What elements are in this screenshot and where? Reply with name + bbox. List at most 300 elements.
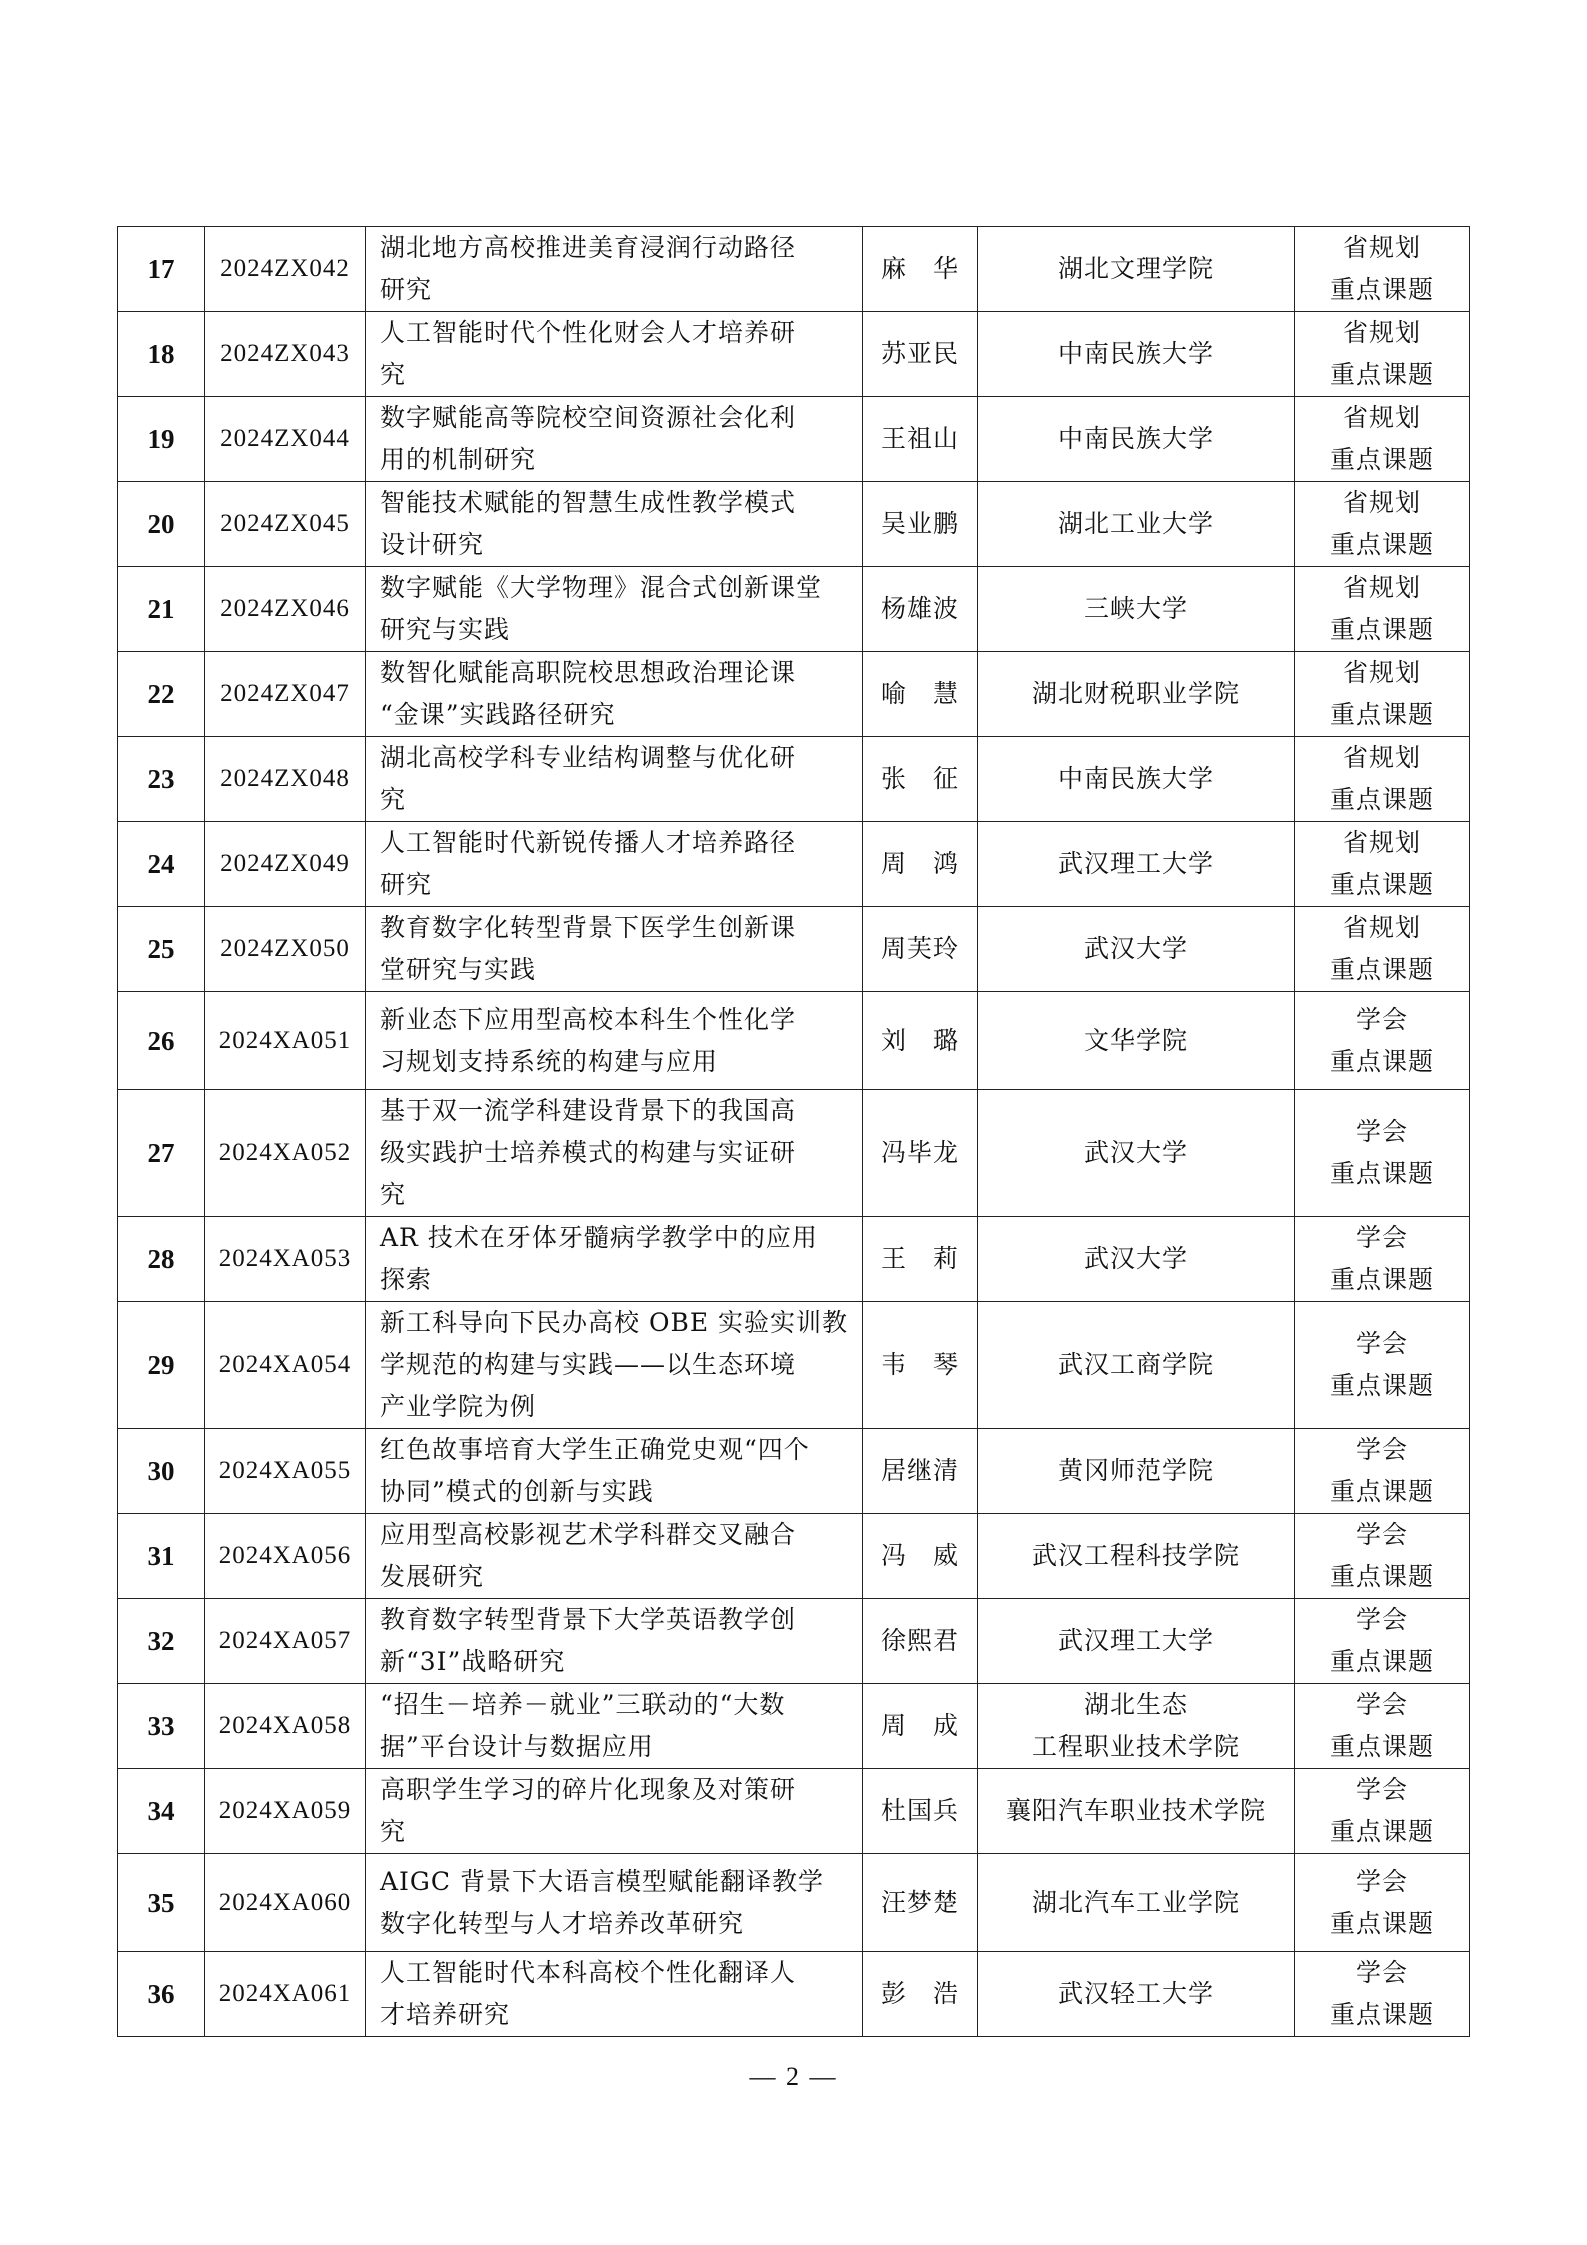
row-number-line: 26 bbox=[147, 1025, 175, 1056]
institution-line: 湖北文理学院 bbox=[1057, 254, 1214, 283]
table-row bbox=[118, 1429, 1470, 1514]
project-category bbox=[1295, 1952, 1470, 2037]
principal-name-line: 张 征 bbox=[880, 764, 959, 793]
project-title bbox=[366, 822, 863, 907]
institution bbox=[978, 1429, 1295, 1514]
project-code bbox=[205, 1684, 366, 1769]
principal-name-line: 吴业鹏 bbox=[880, 509, 959, 538]
row-number-line: 28 bbox=[147, 1244, 175, 1274]
project-category-line: 重点课题 bbox=[1329, 955, 1434, 984]
project-title-line: 才培养研究 bbox=[380, 2000, 511, 2029]
table-row bbox=[118, 1952, 1470, 2037]
principal-name-line: 冯毕龙 bbox=[880, 1138, 959, 1167]
institution-line: 武汉工程科技学院 bbox=[1031, 1541, 1240, 1570]
principal-name bbox=[863, 907, 978, 992]
project-title-line: 数智化赋能高职院校思想政治理论课 bbox=[380, 658, 797, 687]
principal-name bbox=[863, 992, 978, 1090]
project-title-line: “金课”实践路径研究 bbox=[380, 700, 616, 729]
project-title-line: 数字赋能《大学物理》混合式创新课堂 bbox=[380, 573, 823, 602]
institution bbox=[978, 567, 1295, 652]
institution-line: 武汉大学 bbox=[1083, 1138, 1188, 1167]
table-row bbox=[118, 1599, 1470, 1684]
project-code bbox=[205, 1514, 366, 1599]
project-code bbox=[205, 567, 366, 652]
row-number-line: 30 bbox=[147, 1456, 175, 1486]
project-category-line: 学会 bbox=[1355, 1775, 1408, 1804]
institution-line: 湖北工业大学 bbox=[1057, 509, 1214, 538]
project-code-line: 2024ZX049 bbox=[220, 850, 350, 877]
table-row bbox=[118, 482, 1470, 567]
project-code-line: 2024XA057 bbox=[218, 1627, 352, 1654]
table-row bbox=[118, 737, 1470, 822]
institution-line: 三峡大学 bbox=[1083, 594, 1188, 623]
principal-name-line: 杨雄波 bbox=[880, 594, 959, 623]
principal-name-line: 刘 璐 bbox=[880, 1025, 959, 1055]
project-title bbox=[366, 992, 863, 1090]
project-code-line: 2024ZX043 bbox=[220, 340, 350, 367]
project-code bbox=[205, 1302, 366, 1429]
institution-line: 湖北财税职业学院 bbox=[1031, 679, 1240, 708]
institution-line: 中南民族大学 bbox=[1057, 339, 1214, 368]
project-code-line: 2024XA058 bbox=[218, 1712, 352, 1739]
project-title bbox=[366, 737, 863, 822]
project-category-line: 重点课题 bbox=[1329, 1647, 1434, 1676]
institution-line: 中南民族大学 bbox=[1057, 764, 1214, 793]
project-title-line: 协同”模式的创新与实践 bbox=[380, 1477, 654, 1506]
principal-name bbox=[863, 1429, 978, 1514]
project-category bbox=[1295, 1514, 1470, 1599]
project-category bbox=[1295, 992, 1470, 1090]
project-code-line: 2024XA055 bbox=[218, 1457, 352, 1484]
project-title-line: 红色故事培育大学生正确党史观“四个 bbox=[380, 1435, 810, 1464]
project-category bbox=[1295, 1599, 1470, 1684]
project-title-line: 用的机制研究 bbox=[380, 445, 537, 474]
row-number bbox=[118, 482, 205, 567]
project-code-line: 2024ZX042 bbox=[220, 255, 350, 282]
project-category-line: 重点课题 bbox=[1329, 700, 1434, 729]
principal-name bbox=[863, 312, 978, 397]
institution-line: 湖北生态 bbox=[1083, 1690, 1188, 1719]
principal-name-line: 杜国兵 bbox=[880, 1796, 959, 1825]
project-title-line: 据”平台设计与数据应用 bbox=[380, 1732, 654, 1761]
project-code-line: 2024XA054 bbox=[218, 1351, 352, 1378]
project-category-line: 重点课题 bbox=[1329, 1908, 1434, 1938]
institution bbox=[978, 1854, 1295, 1952]
row-number bbox=[118, 567, 205, 652]
project-title bbox=[366, 652, 863, 737]
project-code-line: 2024ZX045 bbox=[220, 510, 350, 537]
project-title-line: 学规范的构建与实践——以生态环境 bbox=[380, 1350, 797, 1379]
project-title bbox=[366, 1514, 863, 1599]
row-number bbox=[118, 737, 205, 822]
row-number-line: 32 bbox=[147, 1626, 175, 1656]
institution-line: 中南民族大学 bbox=[1057, 424, 1214, 453]
project-category-line: 重点课题 bbox=[1329, 530, 1434, 559]
project-title bbox=[366, 1302, 863, 1429]
project-category-line: 学会 bbox=[1355, 1329, 1408, 1358]
principal-name-line: 周 成 bbox=[880, 1711, 959, 1740]
project-title-line: AIGC 背景下大语言模型赋能翻译教学 bbox=[380, 1866, 824, 1896]
project-title-line: AR 技术在牙体牙髓病学教学中的应用 bbox=[380, 1223, 818, 1252]
project-code bbox=[205, 397, 366, 482]
project-title-line: 湖北高校学科专业结构调整与优化研 bbox=[380, 743, 797, 772]
project-category-line: 省规划 bbox=[1342, 658, 1421, 687]
project-category-line: 重点课题 bbox=[1329, 445, 1434, 474]
principal-name-line: 汪梦楚 bbox=[880, 1887, 959, 1917]
project-category-line: 省规划 bbox=[1342, 403, 1421, 432]
project-code-line: 2024XA061 bbox=[218, 1980, 352, 2007]
project-code-line: 2024XA053 bbox=[218, 1245, 352, 1272]
project-category bbox=[1295, 822, 1470, 907]
row-number-line: 23 bbox=[147, 764, 175, 794]
row-number bbox=[118, 1217, 205, 1302]
row-number bbox=[118, 992, 205, 1090]
project-title-line: 新工科导向下民办高校 OBE 实验实训教 bbox=[380, 1308, 849, 1337]
project-category-line: 省规划 bbox=[1342, 488, 1421, 517]
principal-name-line: 徐熙君 bbox=[880, 1626, 959, 1655]
row-number-line: 17 bbox=[147, 254, 175, 284]
row-number bbox=[118, 227, 205, 312]
row-number-line: 19 bbox=[147, 424, 175, 454]
row-number-line: 31 bbox=[147, 1541, 175, 1571]
project-title-line: 设计研究 bbox=[380, 530, 485, 559]
row-number bbox=[118, 1684, 205, 1769]
project-title-line: 数字化转型与人才培养改革研究 bbox=[380, 1908, 745, 1938]
institution bbox=[978, 1952, 1295, 2037]
project-title-line: 新业态下应用型高校本科生个性化学 bbox=[380, 1004, 797, 1034]
row-number bbox=[118, 822, 205, 907]
project-code bbox=[205, 822, 366, 907]
row-number bbox=[118, 1952, 205, 2037]
principal-name bbox=[863, 1684, 978, 1769]
project-category-line: 省规划 bbox=[1342, 233, 1421, 262]
principal-name bbox=[863, 1854, 978, 1952]
row-number bbox=[118, 1599, 205, 1684]
project-category-line: 重点课题 bbox=[1329, 1732, 1434, 1761]
project-code-line: 2024XA060 bbox=[218, 1888, 352, 1916]
institution bbox=[978, 1599, 1295, 1684]
principal-name-line: 麻 华 bbox=[880, 254, 959, 283]
project-title-line: 数字赋能高等院校空间资源社会化利 bbox=[380, 403, 797, 432]
project-code bbox=[205, 1217, 366, 1302]
institution-line: 武汉理工大学 bbox=[1057, 1626, 1214, 1655]
principal-name-line: 居继清 bbox=[880, 1456, 959, 1485]
principal-name-line: 彭 浩 bbox=[880, 1979, 959, 2008]
principal-name bbox=[863, 1514, 978, 1599]
institution-line: 武汉理工大学 bbox=[1057, 849, 1214, 878]
project-category-line: 重点课题 bbox=[1329, 1562, 1434, 1591]
project-category-line: 学会 bbox=[1355, 1520, 1408, 1549]
project-code-line: 2024XA059 bbox=[218, 1797, 352, 1824]
project-table bbox=[117, 226, 1470, 2037]
project-code bbox=[205, 482, 366, 567]
institution bbox=[978, 737, 1295, 822]
row-number-line: 24 bbox=[147, 849, 175, 879]
project-code bbox=[205, 1854, 366, 1952]
institution bbox=[978, 227, 1295, 312]
project-title bbox=[366, 1217, 863, 1302]
project-category-line: 重点课题 bbox=[1329, 615, 1434, 644]
principal-name bbox=[863, 1952, 978, 2037]
project-code-line: 2024XA056 bbox=[218, 1542, 352, 1569]
project-title-line: 发展研究 bbox=[380, 1562, 485, 1591]
row-number bbox=[118, 1302, 205, 1429]
project-code-line: 2024ZX046 bbox=[220, 595, 350, 622]
table-row bbox=[118, 1090, 1470, 1217]
table-row bbox=[118, 397, 1470, 482]
institution-line: 武汉大学 bbox=[1083, 934, 1188, 963]
project-category-line: 重点课题 bbox=[1329, 1046, 1434, 1076]
principal-name bbox=[863, 567, 978, 652]
project-title bbox=[366, 567, 863, 652]
institution-line: 武汉轻工大学 bbox=[1057, 1979, 1214, 2008]
project-code bbox=[205, 1090, 366, 1217]
row-number bbox=[118, 312, 205, 397]
institution-line: 黄冈师范学院 bbox=[1057, 1456, 1214, 1485]
project-title bbox=[366, 227, 863, 312]
project-code bbox=[205, 1429, 366, 1514]
principal-name-line: 冯 威 bbox=[880, 1541, 959, 1570]
page-number: — 2 — bbox=[749, 2062, 838, 2091]
institution bbox=[978, 312, 1295, 397]
institution bbox=[978, 822, 1295, 907]
project-title bbox=[366, 312, 863, 397]
project-code-line: 2024ZX048 bbox=[220, 765, 350, 792]
institution-line: 襄阳汽车职业技术学院 bbox=[1005, 1796, 1266, 1825]
project-title bbox=[366, 482, 863, 567]
institution-line: 武汉大学 bbox=[1083, 1244, 1188, 1273]
project-code bbox=[205, 1769, 366, 1854]
project-category-line: 省规划 bbox=[1342, 743, 1421, 772]
principal-name-line: 韦 琴 bbox=[880, 1350, 959, 1379]
project-table-body bbox=[118, 227, 1470, 2037]
project-category-line: 学会 bbox=[1355, 1223, 1408, 1252]
project-title-line: 应用型高校影视艺术学科群交叉融合 bbox=[380, 1520, 797, 1549]
project-category bbox=[1295, 482, 1470, 567]
table-row bbox=[118, 1769, 1470, 1854]
project-category bbox=[1295, 227, 1470, 312]
row-number-line: 18 bbox=[147, 339, 175, 369]
principal-name-line: 苏亚民 bbox=[880, 339, 959, 368]
institution-line: 文华学院 bbox=[1083, 1025, 1188, 1055]
principal-name-line: 王祖山 bbox=[880, 424, 959, 453]
row-number-line: 27 bbox=[147, 1138, 175, 1168]
institution bbox=[978, 482, 1295, 567]
institution bbox=[978, 1302, 1295, 1429]
row-number bbox=[118, 907, 205, 992]
principal-name bbox=[863, 652, 978, 737]
project-title-line: “招生－培养－就业”三联动的“大数 bbox=[380, 1690, 786, 1719]
project-title-line: 研究 bbox=[380, 275, 433, 304]
institution bbox=[978, 992, 1295, 1090]
project-code bbox=[205, 907, 366, 992]
project-title-line: 智能技术赋能的智慧生成性教学模式 bbox=[380, 488, 797, 517]
institution bbox=[978, 652, 1295, 737]
project-code bbox=[205, 1952, 366, 2037]
principal-name bbox=[863, 822, 978, 907]
project-category-line: 学会 bbox=[1355, 1435, 1408, 1464]
project-title bbox=[366, 1952, 863, 2037]
table-row bbox=[118, 1514, 1470, 1599]
project-title-line: 研究与实践 bbox=[380, 615, 511, 644]
project-title-line: 究 bbox=[380, 785, 407, 814]
project-category-line: 学会 bbox=[1355, 1690, 1408, 1719]
row-number-line: 33 bbox=[147, 1711, 175, 1741]
project-title-line: 研究 bbox=[380, 870, 433, 899]
principal-name-line: 喻 慧 bbox=[880, 679, 959, 708]
principal-name bbox=[863, 1217, 978, 1302]
table-row bbox=[118, 907, 1470, 992]
project-category bbox=[1295, 1854, 1470, 1952]
project-category bbox=[1295, 397, 1470, 482]
principal-name bbox=[863, 1302, 978, 1429]
project-title-line: 人工智能时代个性化财会人才培养研 bbox=[380, 318, 797, 347]
principal-name-line: 王 莉 bbox=[880, 1244, 959, 1273]
project-title bbox=[366, 1599, 863, 1684]
row-number bbox=[118, 1090, 205, 1217]
project-category bbox=[1295, 567, 1470, 652]
project-code-line: 2024XA052 bbox=[218, 1139, 352, 1166]
project-title-line: 湖北地方高校推进美育浸润行动路径 bbox=[380, 233, 797, 262]
table-row bbox=[118, 1854, 1470, 1952]
row-number bbox=[118, 1514, 205, 1599]
institution bbox=[978, 1769, 1295, 1854]
principal-name bbox=[863, 1599, 978, 1684]
project-title-line: 究 bbox=[380, 1180, 407, 1209]
institution bbox=[978, 1514, 1295, 1599]
row-number-line: 22 bbox=[147, 679, 175, 709]
project-category-line: 重点课题 bbox=[1329, 1265, 1434, 1294]
project-category-line: 重点课题 bbox=[1329, 870, 1434, 899]
project-code-line: 2024ZX044 bbox=[220, 425, 350, 452]
project-code-line: 2024ZX050 bbox=[220, 935, 350, 962]
project-title bbox=[366, 1854, 863, 1952]
project-title-line: 究 bbox=[380, 360, 407, 389]
project-title-line: 堂研究与实践 bbox=[380, 955, 537, 984]
institution-line: 武汉工商学院 bbox=[1057, 1350, 1214, 1379]
project-title bbox=[366, 1769, 863, 1854]
project-category-line: 学会 bbox=[1355, 1605, 1408, 1634]
project-title-line: 级实践护士培养模式的构建与实证研 bbox=[380, 1138, 797, 1167]
project-category bbox=[1295, 737, 1470, 822]
project-title-line: 探索 bbox=[380, 1265, 433, 1294]
project-category-line: 学会 bbox=[1355, 1958, 1408, 1987]
project-category-line: 学会 bbox=[1355, 1866, 1408, 1896]
project-title-line: 究 bbox=[380, 1817, 407, 1846]
row-number-line: 36 bbox=[147, 1979, 175, 2009]
project-title bbox=[366, 907, 863, 992]
project-code-line: 2024XA051 bbox=[218, 1026, 352, 1054]
project-category bbox=[1295, 1769, 1470, 1854]
principal-name bbox=[863, 227, 978, 312]
principal-name bbox=[863, 397, 978, 482]
row-number-line: 20 bbox=[147, 509, 175, 539]
institution-line: 湖北汽车工业学院 bbox=[1031, 1887, 1240, 1917]
row-number-line: 25 bbox=[147, 934, 175, 964]
project-category-line: 重点课题 bbox=[1329, 275, 1434, 304]
project-category-line: 省规划 bbox=[1342, 318, 1421, 347]
project-title bbox=[366, 1429, 863, 1514]
project-category-line: 重点课题 bbox=[1329, 1159, 1434, 1188]
project-category bbox=[1295, 1090, 1470, 1217]
table-row bbox=[118, 1217, 1470, 1302]
table-row bbox=[118, 1302, 1470, 1429]
row-number-line: 35 bbox=[147, 1887, 175, 1918]
principal-name bbox=[863, 737, 978, 822]
project-category-line: 省规划 bbox=[1342, 828, 1421, 857]
principal-name-line: 周 鸿 bbox=[880, 849, 959, 878]
project-category-line: 学会 bbox=[1355, 1117, 1408, 1146]
institution-line: 工程职业技术学院 bbox=[1031, 1732, 1240, 1761]
row-number-line: 29 bbox=[147, 1350, 175, 1380]
row-number-line: 34 bbox=[147, 1796, 175, 1826]
project-code bbox=[205, 312, 366, 397]
table-row bbox=[118, 652, 1470, 737]
project-title-line: 人工智能时代本科高校个性化翻译人 bbox=[380, 1958, 797, 1987]
table-row bbox=[118, 312, 1470, 397]
principal-name-line: 周芙玲 bbox=[880, 934, 959, 963]
project-category-line: 重点课题 bbox=[1329, 360, 1434, 389]
institution bbox=[978, 397, 1295, 482]
project-category-line: 重点课题 bbox=[1329, 1477, 1434, 1506]
project-title-line: 基于双一流学科建设背景下的我国高 bbox=[380, 1096, 797, 1125]
project-title bbox=[366, 1090, 863, 1217]
project-category bbox=[1295, 1429, 1470, 1514]
project-category-line: 省规划 bbox=[1342, 913, 1421, 942]
project-title-line: 教育数字化转型背景下医学生创新课 bbox=[380, 913, 797, 942]
project-category-line: 重点课题 bbox=[1329, 1371, 1434, 1400]
project-title-line: 人工智能时代新锐传播人才培养路径 bbox=[380, 828, 797, 857]
table-row bbox=[118, 822, 1470, 907]
institution bbox=[978, 907, 1295, 992]
row-number bbox=[118, 652, 205, 737]
row-number-line: 21 bbox=[147, 594, 175, 624]
project-code-line: 2024ZX047 bbox=[220, 680, 350, 707]
principal-name bbox=[863, 1090, 978, 1217]
project-category-line: 重点课题 bbox=[1329, 2000, 1434, 2029]
project-category bbox=[1295, 1217, 1470, 1302]
project-category bbox=[1295, 312, 1470, 397]
project-title bbox=[366, 397, 863, 482]
row-number bbox=[118, 1769, 205, 1854]
institution bbox=[978, 1684, 1295, 1769]
project-title-line: 高职学生学习的碎片化现象及对策研 bbox=[380, 1775, 797, 1804]
project-category-line: 学会 bbox=[1355, 1004, 1408, 1034]
row-number bbox=[118, 397, 205, 482]
project-category bbox=[1295, 907, 1470, 992]
table-row bbox=[118, 992, 1470, 1090]
project-category bbox=[1295, 1302, 1470, 1429]
row-number bbox=[118, 1854, 205, 1952]
project-title-line: 习规划支持系统的构建与应用 bbox=[380, 1046, 719, 1076]
project-code bbox=[205, 737, 366, 822]
project-category-line: 重点课题 bbox=[1329, 1817, 1434, 1846]
table-row bbox=[118, 227, 1470, 312]
row-number bbox=[118, 1429, 205, 1514]
project-code bbox=[205, 992, 366, 1090]
project-code bbox=[205, 1599, 366, 1684]
project-category-line: 省规划 bbox=[1342, 573, 1421, 602]
principal-name bbox=[863, 1769, 978, 1854]
principal-name bbox=[863, 482, 978, 567]
project-category-line: 重点课题 bbox=[1329, 785, 1434, 814]
institution bbox=[978, 1090, 1295, 1217]
project-code bbox=[205, 652, 366, 737]
institution bbox=[978, 1217, 1295, 1302]
project-code bbox=[205, 227, 366, 312]
table-row bbox=[118, 1684, 1470, 1769]
project-category bbox=[1295, 1684, 1470, 1769]
